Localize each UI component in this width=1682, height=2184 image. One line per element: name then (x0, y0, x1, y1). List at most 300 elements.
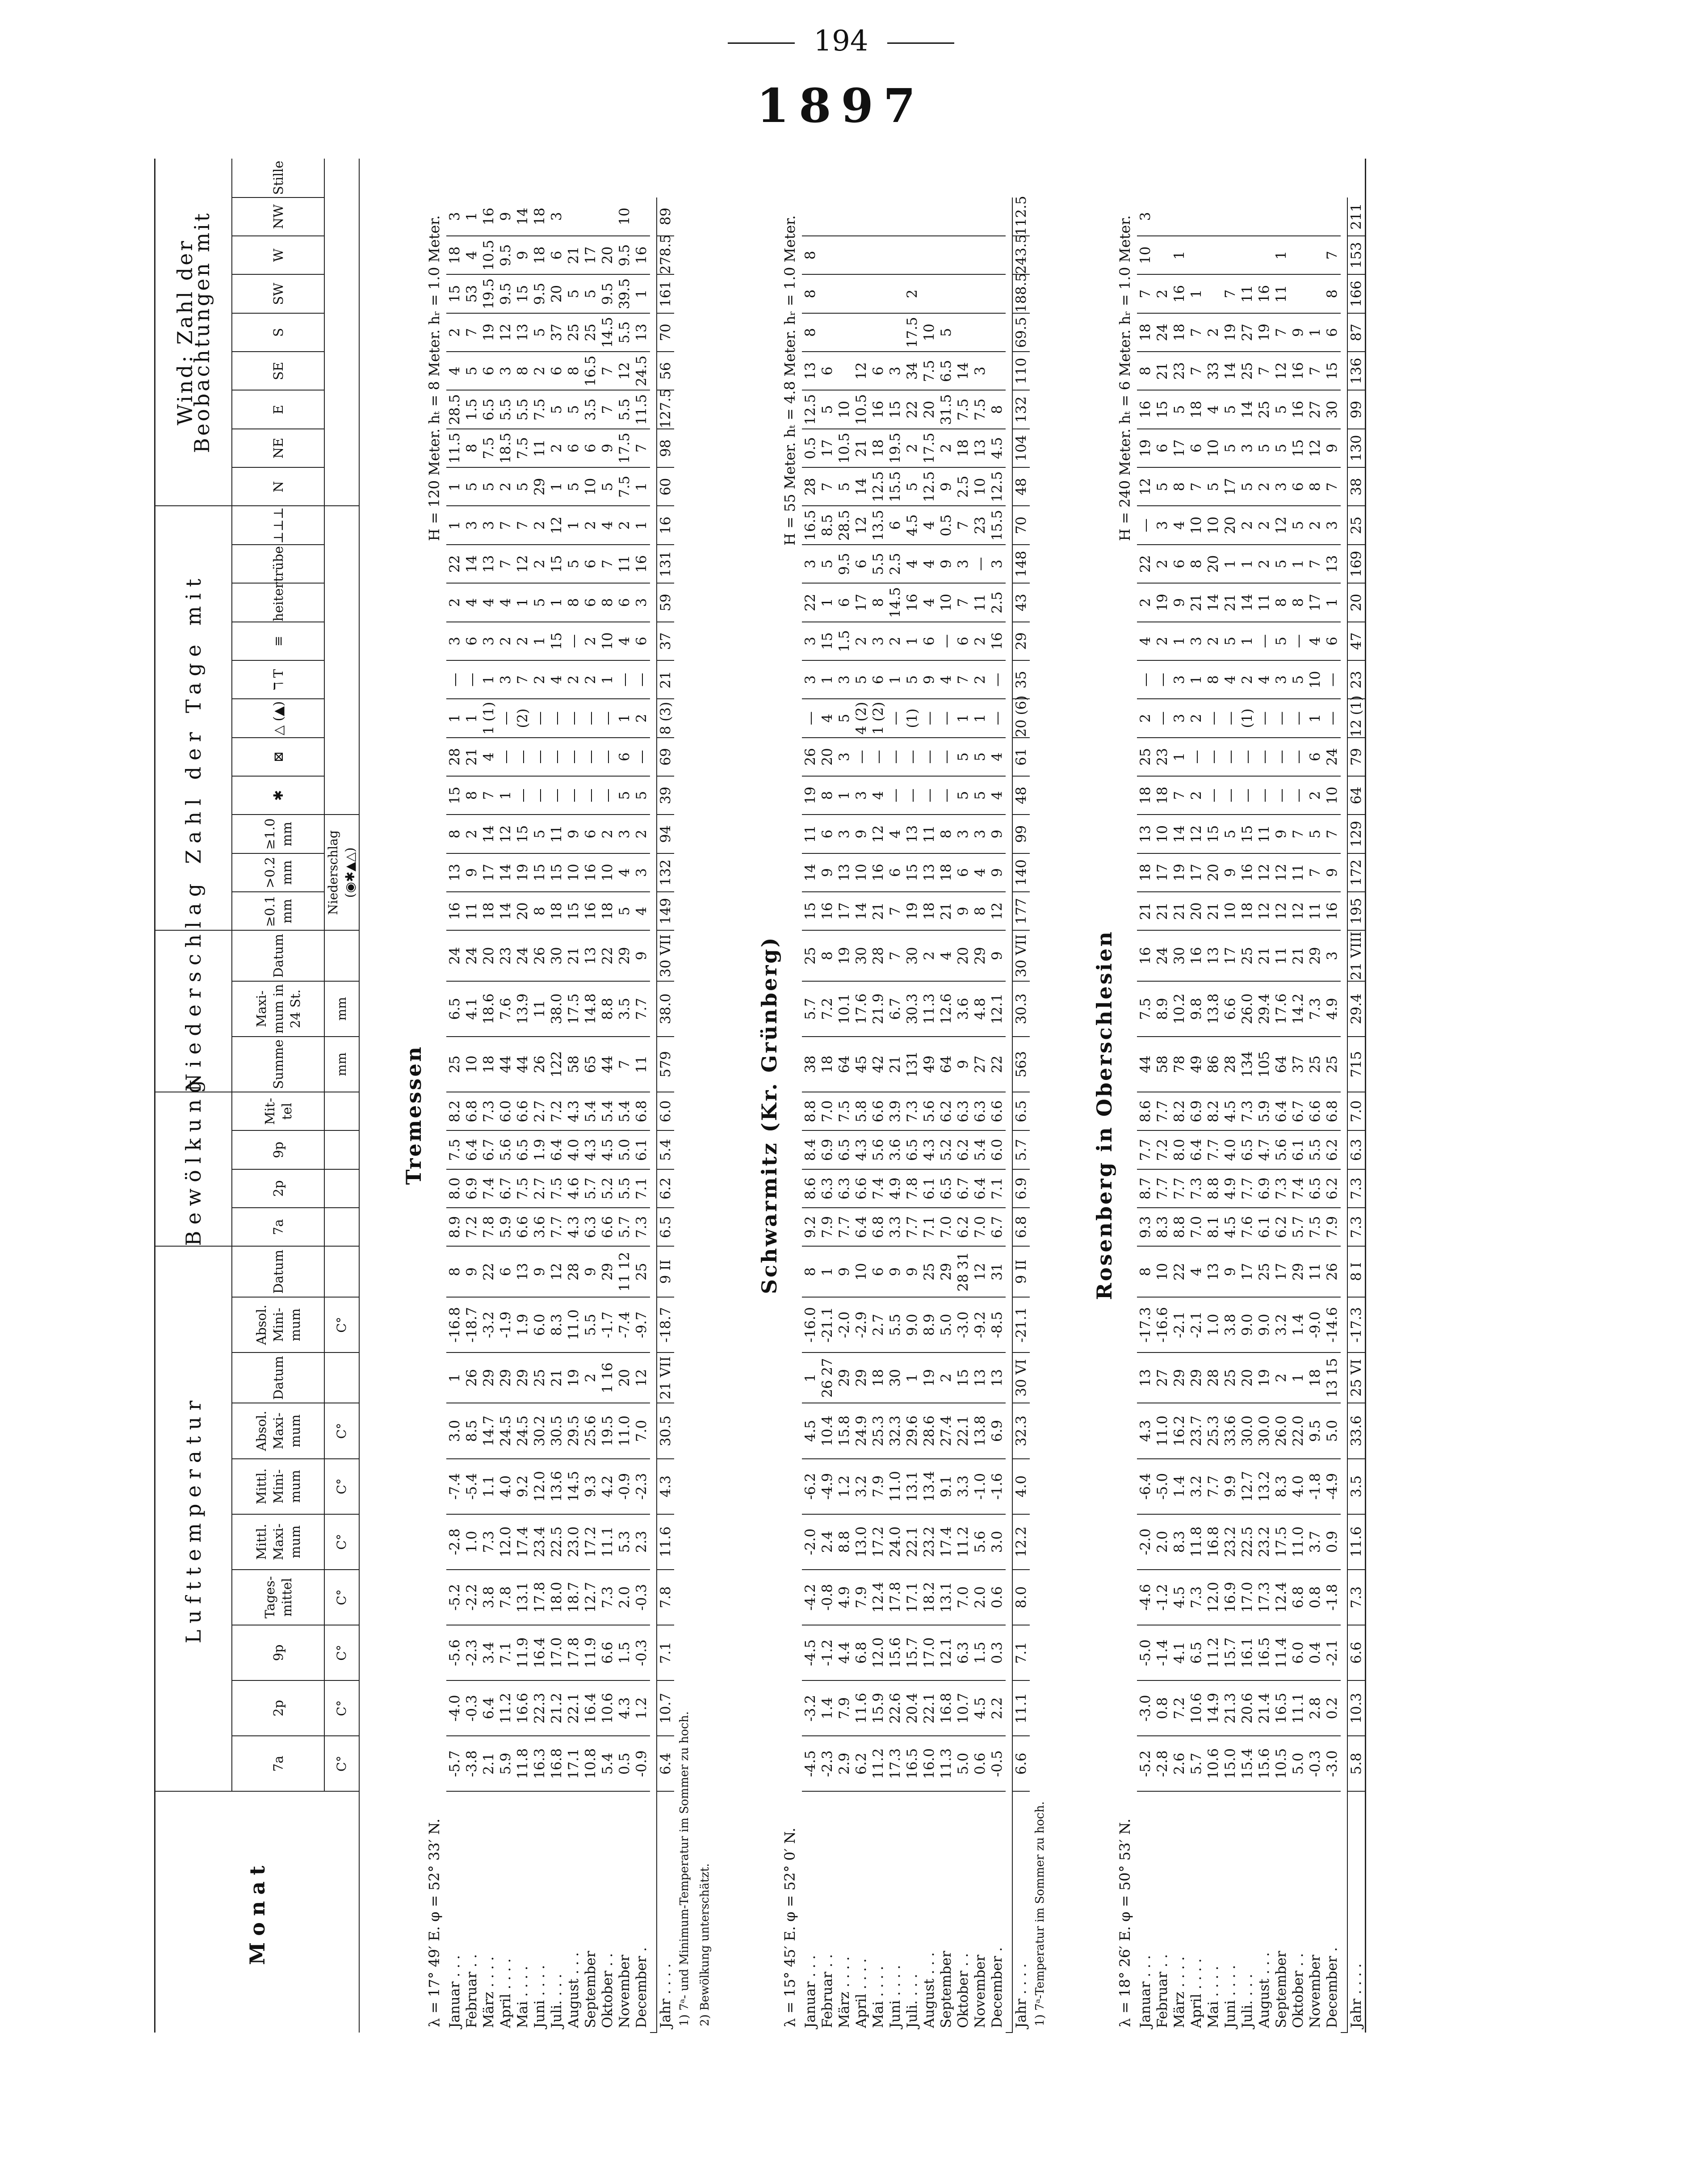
table-cell: 7 (497, 545, 514, 583)
table-row (1307, 159, 1324, 2033)
table-cell: 27.4 (938, 1403, 955, 1458)
page-year: 1897 (756, 78, 926, 133)
table-cell: 9 (633, 930, 650, 981)
month-label: Februar . . (1154, 1954, 1170, 2028)
table-cell: 34 (904, 352, 921, 390)
table-cell: — (1239, 738, 1256, 776)
table-cell: 12 (514, 545, 531, 583)
table-cell: 4.7 (1256, 1130, 1273, 1169)
table-cell: 24 (1154, 930, 1171, 981)
table-cell: 5.9 (497, 1736, 514, 1791)
table-cell: 33.6 (1222, 1403, 1239, 1458)
table-cell: 16 (480, 197, 497, 236)
table-cell: 15 (887, 390, 904, 428)
table-cell: — (463, 660, 480, 699)
table-cell (955, 313, 972, 352)
table-cell: 16 (870, 853, 887, 892)
table-cell: 4.0 (1290, 1459, 1307, 1514)
table-cell: 166 (1347, 274, 1366, 313)
col-graupel: △ (▲) (232, 699, 324, 737)
table-cell: 22 (599, 930, 616, 981)
table-cell: 0.5 (802, 429, 819, 467)
table-cell: 11 (616, 545, 633, 583)
table-cell: 19 (836, 930, 853, 981)
table-cell: 3 (1137, 197, 1154, 236)
table-cell: 5 (1222, 815, 1239, 853)
table-cell: 14.5 (599, 313, 616, 352)
table-cell: 7 (1307, 352, 1324, 390)
table-cell: 7.2 (1171, 1680, 1188, 1736)
table-cell: 15 (514, 815, 531, 853)
table-cell: 22 (480, 1246, 497, 1297)
table-cell: 13 (1205, 1246, 1222, 1297)
table-cell: 23 (972, 506, 989, 545)
table-cell: 1 (955, 699, 972, 737)
station-coords-cell (422, 197, 446, 2033)
table-cell: 7.6 (497, 981, 514, 1037)
table-cell: 29 (599, 1246, 616, 1297)
table-cell: 6.7 (1290, 1092, 1307, 1130)
table-cell: 20 (514, 892, 531, 930)
table-cell: 9.5 (1307, 1403, 1324, 1458)
table-cell: 5 (599, 467, 616, 506)
table-cell: 14 (463, 545, 480, 583)
month-label: December . (1324, 1947, 1340, 2028)
table-cell: 1 (446, 467, 463, 506)
table-cell: 78 (1171, 1037, 1188, 1092)
table-cell: 6 (633, 622, 650, 660)
table-cell: 10.7 (955, 1680, 972, 1736)
table-cell: 11.2 (870, 1736, 887, 1791)
table-cell: 13 (582, 930, 599, 981)
table-cell: 2 (1239, 506, 1256, 545)
table-cell: -1.6 (989, 1459, 1006, 1514)
table-cell: — (1273, 776, 1290, 815)
table-cell: 11 (802, 815, 819, 853)
table-cell: 7.3 (1307, 981, 1324, 1037)
table-cell: 6.3 (582, 1208, 599, 1246)
table-cell: 13.5 (870, 506, 887, 545)
table-cell: 6 (870, 1246, 887, 1297)
table-cell: 1.9 (531, 1130, 548, 1169)
table-cell: 17 (1239, 1246, 1256, 1297)
table-cell: 4.1 (1171, 1625, 1188, 1680)
table-cell: 8 (1171, 467, 1188, 506)
table-cell: 38.0 (657, 981, 674, 1037)
table-cell: 9 (1324, 429, 1341, 467)
table-cell: 25 (1137, 738, 1154, 776)
table-row (887, 159, 904, 2033)
table-cell: 18.5 (497, 429, 514, 467)
table-cell: 4.9 (836, 1570, 853, 1625)
table-cell: 7 (497, 506, 514, 545)
table-cell: 27 (1307, 390, 1324, 428)
table-cell: 5.6 (870, 1130, 887, 1169)
table-cell: 13 15 (1324, 1352, 1341, 1403)
table-cell: 127.5 (658, 389, 674, 428)
table-cell: 15 (565, 892, 582, 930)
table-cell: 6.6 (1347, 1625, 1366, 1680)
wind-group-header: Wind: Zahl der Beobachtungen mit (155, 159, 232, 506)
table-cell: 7 (955, 506, 972, 545)
table-cell: 29 (938, 1246, 955, 1297)
table-cell: 19 (1171, 853, 1188, 892)
table-cell: 21 (1137, 892, 1154, 930)
table-cell: 8 (1324, 274, 1341, 313)
table-cell: 7.9 (836, 1680, 853, 1736)
table-cell: 0.8 (1307, 1570, 1324, 1625)
table-cell: 15.9 (870, 1680, 887, 1736)
sub-header-row (232, 159, 324, 2033)
table-cell: 0.4 (1307, 1625, 1324, 1680)
table-cell: 8.8 (1171, 1208, 1188, 1246)
table-cell: 65 (582, 1037, 599, 1092)
table-cell: 7 (1137, 274, 1154, 313)
table-cell: 6.6 (1012, 1736, 1030, 1791)
table-cell: 131 (657, 545, 674, 583)
month-label: Februar . . (819, 1954, 835, 2028)
table-cell: 10 (938, 583, 955, 622)
table-cell: — (1324, 699, 1341, 737)
table-cell: 3.3 (887, 1208, 904, 1246)
table-cell: 5.4 (599, 1736, 616, 1791)
table-cell: -2.3 (463, 1625, 480, 1680)
table-cell: 11.8 (514, 1736, 531, 1791)
table-cell: 30.5 (548, 1403, 565, 1458)
table-cell: 18 (599, 892, 616, 930)
table-cell: 10 (921, 313, 938, 352)
table-cell: 8.9 (921, 1297, 938, 1352)
table-cell: — (921, 776, 938, 815)
table-cell: 5 (565, 545, 582, 583)
table-cell: 6.1 (633, 1130, 650, 1169)
table-cell: 10 (1137, 236, 1154, 274)
table-cell: 11.6 (1347, 1514, 1366, 1570)
table-cell: 3 (972, 815, 989, 853)
table-cell: -4.9 (819, 1459, 836, 1514)
table-cell: — (1273, 738, 1290, 776)
table-cell: 7.4 (1290, 1169, 1307, 1208)
table-cell: -2.0 (802, 1514, 819, 1570)
table-cell: — (565, 622, 582, 660)
table-cell: 11.2 (1205, 1625, 1222, 1680)
table-cell: 2 (887, 622, 904, 660)
table-cell: 2 (921, 930, 938, 981)
table-cell: 1 (446, 1352, 463, 1403)
table-cell: 131 (904, 1037, 921, 1092)
month-label: März . . . . (481, 1956, 497, 2028)
table-cell: 11.4 (1273, 1625, 1290, 1680)
col-b7: 7a (232, 1208, 324, 1246)
table-cell: 19 (480, 313, 497, 352)
table-cell (836, 274, 853, 313)
table-cell: 17.6 (1273, 981, 1290, 1037)
table-cell: 19 (1137, 429, 1154, 467)
table-cell: 8 (1307, 467, 1324, 506)
table-cell: 49 (921, 1037, 938, 1092)
unit: C° (324, 1514, 359, 1570)
table-cell: 132 (657, 853, 674, 892)
month-label: Oktober . . (955, 1953, 971, 2028)
table-cell: 1.4 (1290, 1297, 1307, 1352)
table-cell: 15.7 (1222, 1625, 1239, 1680)
table-cell: 25 (446, 1037, 463, 1092)
table-cell: 7.7 (548, 1208, 565, 1246)
table-cell: 16 (1290, 390, 1307, 428)
table-cell: — (514, 776, 531, 815)
table-cell (989, 313, 1006, 352)
group-header-row (155, 159, 232, 2033)
table-cell: 21.3 (1222, 1680, 1239, 1736)
table-cell: 7 (463, 313, 480, 352)
table-cell: 9 (989, 815, 1006, 853)
table-cell: 4 (480, 738, 497, 776)
month-label: Jahr . . . . (1347, 1791, 1366, 2033)
table-cell: 32.3 (887, 1403, 904, 1458)
table-row (989, 159, 1006, 2033)
table-cell: 17.6 (853, 981, 870, 1037)
table-cell: 5 (1222, 622, 1239, 660)
table-cell: 9 (938, 467, 955, 506)
table-cell (836, 352, 853, 390)
table-cell (989, 236, 1006, 274)
table-cell: 4.5 (989, 429, 1006, 467)
table-cell: 5.0 (938, 1297, 955, 1352)
table-cell: 2 (1256, 467, 1273, 506)
table-cell: 4 (1137, 622, 1154, 660)
table-cell: 2 (972, 622, 989, 660)
table-cell: 28 (870, 930, 887, 981)
table-cell (972, 197, 989, 236)
table-cell: 37 (1290, 1037, 1307, 1092)
table-cell: 3 (633, 583, 650, 622)
table-cell: 0.5 (938, 506, 955, 545)
table-cell: 64 (1273, 1037, 1290, 1092)
table-cell: 4 (1222, 660, 1239, 699)
table-cell: 12 (1290, 892, 1307, 930)
table-cell: 3 (802, 660, 819, 699)
table-row (819, 159, 836, 2033)
table-cell: 2 (531, 352, 548, 390)
table-cell: 7 (1222, 274, 1239, 313)
table-cell: -5.0 (1137, 1625, 1154, 1680)
table-cell: 59 (657, 583, 674, 622)
table-cell: 12.2 (1012, 1514, 1030, 1570)
table-cell: 2.7 (531, 1092, 548, 1130)
table-cell: 8 (802, 1246, 819, 1297)
table-cell: 8.5 (463, 1403, 480, 1458)
table-cell: 15 (802, 892, 819, 930)
table-cell: 1.5 (836, 622, 853, 660)
table-cell: — (1154, 699, 1171, 737)
table-cell: 23.7 (1188, 1403, 1205, 1458)
table-cell: — (1290, 738, 1307, 776)
table-cell: 8.3 (548, 1297, 565, 1352)
table-cell: 12 (1256, 892, 1273, 930)
table-cell: 11.0 (1154, 1403, 1171, 1458)
table-cell: 2 (463, 815, 480, 853)
table-cell: 7.1 (657, 1625, 674, 1680)
table-cell: 37 (548, 313, 565, 352)
table-cell: 4.5 (1222, 1208, 1239, 1246)
col-amin: Absol. Mini-mum (232, 1297, 324, 1352)
table-cell: 24 (514, 930, 531, 981)
table-cell: 26 (531, 930, 548, 981)
table-cell: 13 (972, 429, 989, 467)
table-cell: 6 (1324, 313, 1341, 352)
table-cell: 5.5 (616, 1169, 633, 1208)
table-cell: 13 (989, 1352, 1006, 1403)
table-cell: 9.5 (497, 274, 514, 313)
table-cell: 12 (1256, 853, 1273, 892)
table-cell: 6.9 (989, 1403, 1006, 1458)
table-cell: 16.4 (531, 1625, 548, 1680)
table-cell: 4.9 (1324, 981, 1341, 1037)
days-group-header: Zahl der Tage mit (155, 506, 232, 930)
table-cell: 12 (870, 815, 887, 853)
table-cell: 4 (1171, 506, 1188, 545)
table-cell: 22.5 (1239, 1514, 1256, 1570)
table-cell: 17.8 (531, 1570, 548, 1625)
table-cell: — (802, 699, 819, 737)
table-cell: 579 (657, 1037, 674, 1092)
table-cell: 6.6 (853, 1169, 870, 1208)
table-cell: — (446, 660, 463, 699)
table-cell: 2 (531, 506, 548, 545)
table-cell: 44 (1137, 1037, 1154, 1092)
table-cell: 26 (802, 738, 819, 776)
table-cell: 11.2 (497, 1680, 514, 1736)
table-cell: 4.5 (972, 1680, 989, 1736)
table-cell: 5.7 (802, 981, 819, 1037)
table-cell: 195 (1347, 892, 1366, 930)
table-cell: 30 (1171, 930, 1188, 981)
table-cell: 5 (565, 467, 582, 506)
table-cell: -18.7 (463, 1297, 480, 1352)
table-cell: 19 (1222, 313, 1239, 352)
table-cell: 5 (565, 390, 582, 428)
table-cell: 3 (633, 853, 650, 892)
table-cell: 9 (955, 1037, 972, 1092)
table-cell: 6.3 (819, 1169, 836, 1208)
table-cell: 9 II (657, 1246, 674, 1297)
table-row (1205, 159, 1222, 2033)
table-row (446, 159, 463, 2033)
table-cell: 7.2 (819, 981, 836, 1037)
table-cell (870, 313, 887, 352)
table-cell: -2.2 (463, 1570, 480, 1625)
col-n01: ≥0.1 mm (232, 892, 324, 930)
table-cell: 16 (1324, 892, 1341, 930)
table-cell: 169 (1347, 545, 1366, 583)
table-cell: 7.0 (955, 1570, 972, 1625)
table-cell: 9.3 (582, 1459, 599, 1514)
table-cell: 5.7 (1290, 1208, 1307, 1246)
table-cell: 5 (853, 660, 870, 699)
table-cell: 161 (657, 274, 674, 313)
table-cell: — (938, 738, 955, 776)
table-cell: 2.5 (887, 545, 904, 583)
table-cell: 8 (802, 274, 819, 313)
station-coords-row (1113, 159, 1137, 2033)
table-cell: 6.1 (921, 1169, 938, 1208)
table-cell: 11.6 (657, 1514, 674, 1570)
table-cell: 2 (1188, 699, 1205, 737)
table-cell: 2 (582, 622, 599, 660)
table-cell: 22 (802, 583, 819, 622)
table-cell: 98 (657, 429, 674, 467)
month-label: Jahr . . . . (657, 1791, 674, 2033)
table-cell: 5.3 (616, 1514, 633, 1570)
table-cell: 6.5 (1307, 1169, 1324, 1208)
col-wS: S (232, 313, 324, 352)
table-cell: 4 (819, 699, 836, 737)
table-cell: (1) (904, 699, 921, 737)
table-cell: 6.7 (955, 1169, 972, 1208)
table-cell: 28.5 (446, 390, 463, 428)
table-cell: 110 (1012, 352, 1030, 390)
table-cell: 9.1 (938, 1459, 955, 1514)
table-cell: 6.4 (972, 1169, 989, 1208)
table-cell: 25.3 (870, 1403, 887, 1458)
table-cell: 15.6 (887, 1625, 904, 1680)
table-cell: 3 (1154, 506, 1171, 545)
table-cell: 4 (870, 776, 887, 815)
table-cell: 30.5 (657, 1403, 674, 1458)
table-cell: 5 (1290, 660, 1307, 699)
spacer-cell (650, 197, 657, 2033)
table-cell: -4.2 (802, 1570, 819, 1625)
table-cell: 15 (446, 274, 463, 313)
table-cell: 17 (582, 236, 599, 274)
table-cell: 21 (938, 892, 955, 930)
table-cell: 7.9 (1324, 1208, 1341, 1246)
table-cell: 3.5 (582, 390, 599, 428)
spacer-row (1006, 159, 1012, 2033)
table-cell: 6.8 (853, 1625, 870, 1680)
table-cell: 11 (1307, 892, 1324, 930)
table-cell: -4.5 (802, 1625, 819, 1680)
table-cell: 6 (497, 1246, 514, 1297)
table-cell: — (1324, 660, 1341, 699)
table-cell: 15 (955, 1352, 972, 1403)
table-cell: 2 (853, 622, 870, 660)
table-cell: 2.7 (531, 1169, 548, 1208)
table-cell: 18 (819, 1037, 836, 1092)
table-cell: — (1205, 738, 1222, 776)
table-cell: 13.1 (938, 1570, 955, 1625)
table-cell: 15.7 (904, 1625, 921, 1680)
table-cell: — (1137, 660, 1154, 699)
table-cell: 3.0 (989, 1514, 1006, 1570)
footnote: 2) Bewölkung unterschätzt. (698, 1863, 712, 2026)
table-cell (1290, 197, 1307, 236)
table-cell: 10.6 (599, 1680, 616, 1736)
table-cell: 22 (1171, 1246, 1188, 1297)
table-cell: 29 (531, 467, 548, 506)
table-cell: 7.1 (989, 1169, 1006, 1208)
table-cell: 2 (531, 660, 548, 699)
col-n10: ≥1.0 mm (232, 815, 324, 853)
table-cell: 4 (921, 583, 938, 622)
table-row (972, 159, 989, 2033)
table-cell: 16 (633, 236, 650, 274)
table-cell: 5.0 (955, 1736, 972, 1791)
table-row (1324, 159, 1341, 2033)
table-cell: 8.6 (1137, 1092, 1154, 1130)
table-cell: 2 (497, 467, 514, 506)
table-cell: 5.5 (582, 1297, 599, 1352)
